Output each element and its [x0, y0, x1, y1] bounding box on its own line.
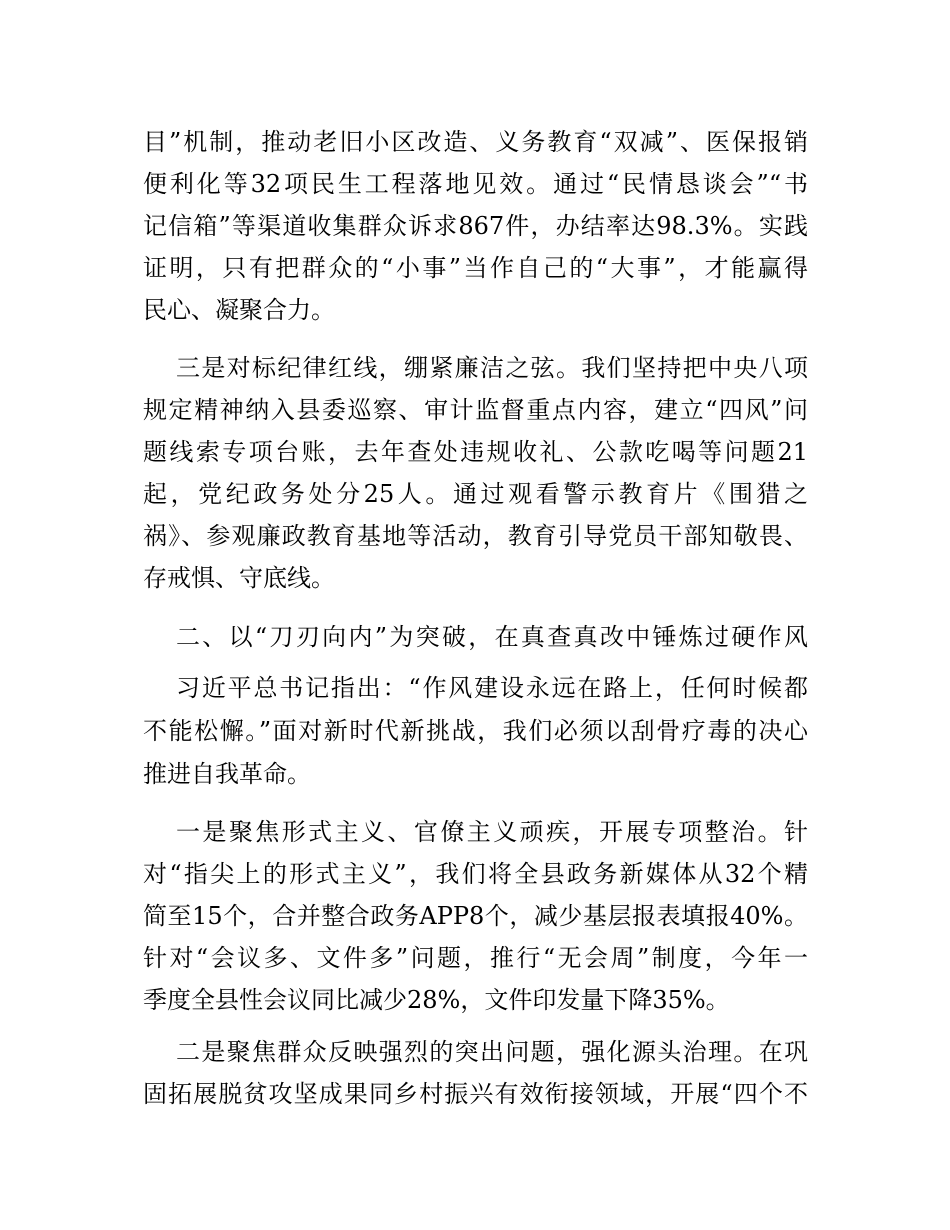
text-line: 存戒惧、守底线。: [143, 564, 335, 592]
text-line: 民心、凝聚合力。: [143, 296, 335, 324]
text-line: 对“指尖上的形式主义”，我们将全县政务新媒体从32个精: [143, 860, 808, 888]
text-line: 针对“会议多、文件多”问题，推行“无会周”制度，今年一: [143, 944, 808, 972]
heading-line: 二、以“刀刃向内”为突破，在真查真改中锤炼过硬作风: [176, 623, 808, 651]
text-line: 不能松懈。”面对新时代新挑战，我们必须以刮骨疗毒的决心: [143, 717, 808, 745]
text-line: 二是聚焦群众反映强烈的突出问题，强化源头治理。在巩: [176, 1038, 808, 1066]
text-line: 目”机制，推动老旧小区改造、义务教育“双减”、医保报销: [143, 128, 808, 156]
text-line: 记信箱”等渠道收集群众诉求867件，办结率达98.3%。实践: [143, 212, 808, 240]
text-line: 推进自我革命。: [143, 760, 311, 788]
text-line: 季度全县性会议同比减少28%，文件印发量下降35%。: [143, 986, 730, 1014]
text-line: 三是对标纪律红线，绷紧廉洁之弦。我们坚持把中央八项: [176, 354, 808, 382]
text-line: 祸》、参观廉政教育基地等活动，教育引导党员干部知敬畏、: [143, 522, 808, 550]
text-line: 起，党纪政务处分25人。通过观看警示教育片《围猎之: [143, 480, 808, 508]
text-line: 一是聚焦形式主义、官僚主义顽疾，开展专项整治。针: [176, 818, 808, 846]
text-line: 便利化等32项民生工程落地见效。通过“民情恳谈会”“书: [143, 170, 808, 198]
text-line: 固拓展脱贫攻坚成果同乡村振兴有效衔接领域，开展“四个不: [143, 1080, 808, 1108]
text-line: 题线索专项台账，去年查处违规收礼、公款吃喝等问题21: [143, 438, 808, 466]
text-line: 简至15个，合并整合政务APP8个，减少基层报表填报40%。: [143, 902, 808, 930]
text-line: 证明，只有把群众的“小事”当作自己的“大事”，才能赢得: [143, 254, 808, 282]
text-line: 规定精神纳入县委巡察、审计监督重点内容，建立“四风”问: [143, 396, 808, 424]
text-line: 习近平总书记指出：“作风建设永远在路上，任何时候都: [176, 674, 808, 702]
